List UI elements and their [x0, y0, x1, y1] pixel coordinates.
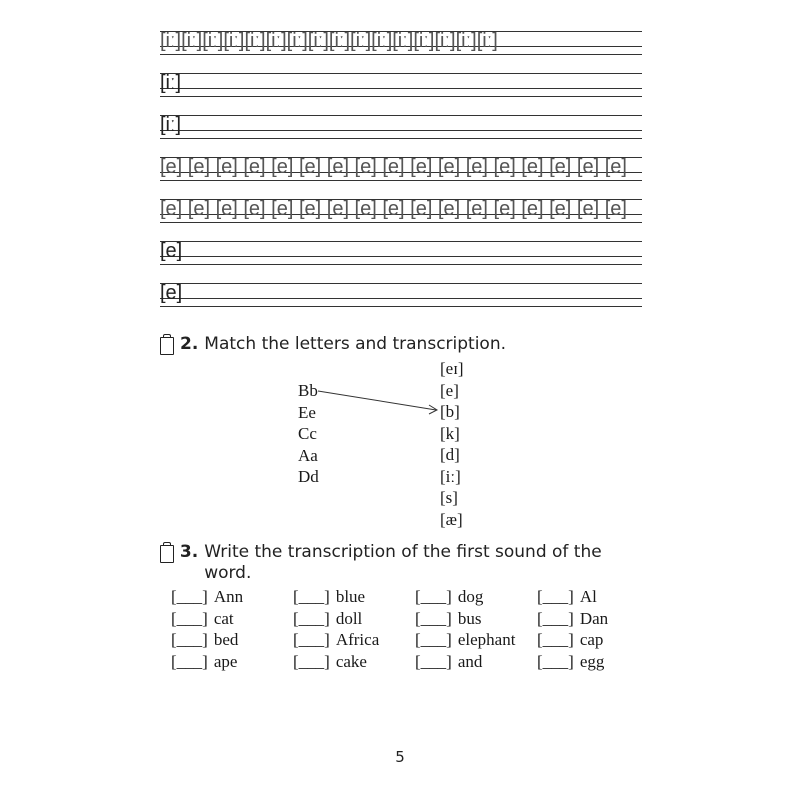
word-item [415, 630, 537, 652]
practice-row[interactable] [160, 74, 642, 98]
practice-row[interactable] [160, 32, 642, 56]
letter-item[interactable]: Dd [298, 467, 319, 486]
word-text: Africa [335, 630, 380, 649]
word-text: egg [579, 651, 605, 671]
answer-blank[interactable]: [___] [293, 587, 330, 606]
answer-blank[interactable]: [___] [171, 608, 208, 628]
word-text: cap [579, 630, 604, 649]
practice-row[interactable] [160, 242, 642, 266]
word-text: ape [213, 651, 238, 671]
sound-item[interactable]: [d] [440, 445, 460, 464]
word-text: doll [335, 608, 363, 628]
practice-row[interactable] [160, 284, 642, 308]
word-item [537, 609, 659, 631]
word-item [171, 587, 293, 609]
word-item [537, 587, 659, 609]
answer-blank[interactable]: [___] [171, 651, 208, 671]
exercise-title: Match the letters and transcription. [204, 334, 507, 354]
word-item [537, 652, 659, 674]
sound-item[interactable]: [æ] [440, 509, 463, 529]
word-text: elephant [457, 630, 516, 649]
word-item [171, 652, 293, 674]
answer-blank[interactable]: [___] [415, 630, 452, 649]
exercise-title: Write the transcription of the first sound of the word. [204, 542, 602, 583]
model-sound: [e] [160, 282, 183, 304]
letter-item[interactable]: Cc [298, 424, 317, 443]
sound-item[interactable]: [k] [440, 423, 460, 443]
word-text: and [457, 651, 483, 671]
model-sound: [e] [e] [e] [e] [e] [e] [e] [e] [e] [e] [e] [e] [e] [e] [e] [e] [e] [160, 156, 627, 178]
word-text: dog [457, 587, 484, 606]
letter-item[interactable]: Aa [298, 445, 318, 465]
word-item [171, 630, 293, 652]
answer-blank[interactable]: [___] [171, 587, 208, 606]
sound-item[interactable]: [e] [440, 380, 459, 400]
exercise-number: 3. [179, 542, 199, 562]
page-number: 5 [395, 748, 405, 766]
write-task-icon [160, 337, 174, 355]
sound-item[interactable]: [s] [440, 488, 458, 507]
sounds-column [440, 358, 464, 530]
word-text: Dan [579, 608, 609, 628]
answer-blank[interactable]: [___] [537, 608, 574, 628]
word-text: Al [579, 587, 597, 606]
word-item [415, 587, 537, 609]
model-sound: [iː] [160, 114, 182, 136]
exercise-2-heading [160, 334, 506, 355]
answer-blank[interactable]: [___] [537, 587, 574, 606]
word-text: blue [335, 587, 366, 606]
practice-row[interactable] [160, 158, 642, 182]
word-item [537, 630, 659, 652]
word-text: cat [213, 608, 234, 628]
sound-item[interactable]: [iː] [440, 466, 461, 486]
word-item [293, 609, 415, 631]
sound-item[interactable]: [eɪ] [440, 359, 464, 378]
word-text: bus [457, 608, 482, 628]
word-item [293, 652, 415, 674]
answer-blank[interactable]: [___] [537, 651, 574, 671]
exercise-3-heading [160, 542, 650, 584]
sound-item[interactable]: [b] [440, 402, 460, 421]
practice-row[interactable] [160, 200, 642, 224]
answer-blank[interactable]: [___] [415, 651, 452, 671]
answer-blank[interactable]: [___] [537, 630, 574, 649]
model-sound: [iː][iː][iː][iː][iː][iː][iː][iː][iː][iː][iː][iː][iː][iː][iː][iː] [160, 30, 498, 52]
answer-blank[interactable]: [___] [293, 651, 330, 671]
exercise-number: 2. [180, 334, 199, 354]
word-item [293, 587, 415, 609]
word-item [171, 609, 293, 631]
write-task-icon [160, 545, 174, 563]
word-grid [171, 587, 659, 673]
word-text: cake [335, 651, 367, 671]
word-text: Ann [213, 587, 244, 606]
letter-item[interactable]: Ee [298, 402, 316, 422]
word-item [415, 652, 537, 674]
answer-blank[interactable]: [___] [293, 608, 330, 628]
answer-blank[interactable]: [___] [293, 630, 330, 649]
model-sound: [e] [e] [e] [e] [e] [e] [e] [e] [e] [e] [e] [e] [e] [e] [e] [e] [e] [160, 198, 627, 220]
letter-item[interactable]: Bb [298, 381, 318, 400]
word-item [415, 609, 537, 631]
letters-column [298, 380, 319, 488]
word-text: bed [213, 630, 239, 649]
practice-row[interactable] [160, 116, 642, 140]
model-sound: [iː] [160, 72, 182, 94]
answer-blank[interactable]: [___] [171, 630, 208, 649]
model-sound: [e] [160, 240, 183, 262]
word-item [293, 630, 415, 652]
answer-blank[interactable]: [___] [415, 608, 452, 628]
answer-blank[interactable]: [___] [415, 587, 452, 606]
